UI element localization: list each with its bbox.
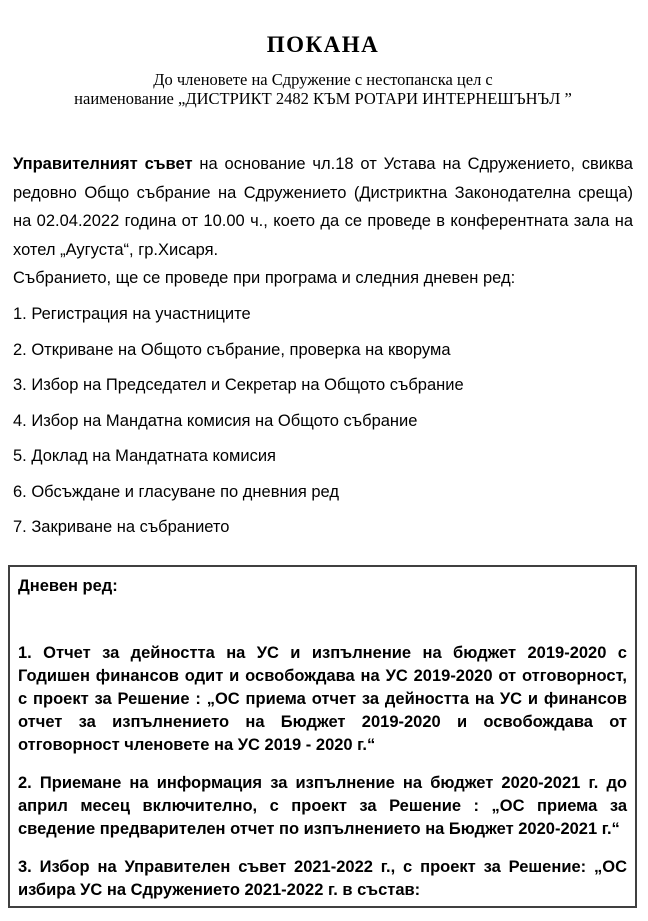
agenda-box (8, 565, 637, 908)
agenda-intro: Събранието, ще се проведе при програма и следния дневен ред: (13, 269, 516, 287)
program-item-1: 1. Регистрация на участниците (13, 305, 251, 323)
intro-bold-lead: Управителният съвет (13, 155, 193, 173)
agenda-box-item-3: 3. Избор на Управителен съвет 2021-2022 г., с проект за Решение: „ОС избира УС на Сдружението 2021-2022 г. в състав: (18, 858, 627, 899)
document-subtitle (13, 71, 633, 108)
document-title: ПОКАНА (266, 32, 380, 57)
subtitle-line-1: До членовете на Сдружение с нестопанска цел с (153, 70, 493, 89)
program-item-5: 5. Доклад на Мандатната комисия (13, 447, 276, 465)
program-item-2: 2. Откриване на Общото събрание, проверка на кворума (13, 340, 451, 359)
intro-rest: на основание чл.18 от Устава на Сдружението, свиква редовно Общо събрание на Сдружението (Дистриктна Законодателна среща) на 02.04.2022 година от 10.00 ч., което да се проведе в конферентната зала на хотел „Аугуста“, гр.Хисаря. (13, 155, 633, 259)
program-item-4: 4. Избор на Мандатна комисия на Общото събрание (13, 411, 418, 430)
agenda-box-heading: Дневен ред: (18, 577, 118, 595)
agenda-box-item-2: 2. Приемане на информация за изпълнение на бюджет 2020-2021 г. до април месец включително, с проект за Решение : „ОС приема за сведение предварителен отчет по изпълнението на Бюджет 2020-2021 г.“ (18, 774, 627, 838)
program-item-7: 7. Закриване на събранието (13, 518, 230, 536)
agenda-box-item-1: 1. Отчет за дейността на УС и изпълнение на бюджет 2019-2020 с Годишен финансов одит и освобождава на УС 2019-2020 от отговорност, с проект за Решение : „ОС приема отчет за дейността на УС и финансов отчет за изпълнението на Бюджет 2019-2020 и освобождава от отговорност членовете на УС 2019 - 2020 г.“ (18, 644, 627, 754)
program-item-6: 6. Обсъждане и гласуване по дневния ред (13, 482, 339, 501)
program-item-3: 3. Избор на Председател и Секретар на Общото събрание (13, 376, 464, 394)
subtitle-line-2: наименование „ДИСТРИКТ 2482 КЪМ РОТАРИ ИНТЕРНЕШЪНЪЛ ” (74, 88, 572, 108)
intro-paragraph (13, 150, 633, 264)
